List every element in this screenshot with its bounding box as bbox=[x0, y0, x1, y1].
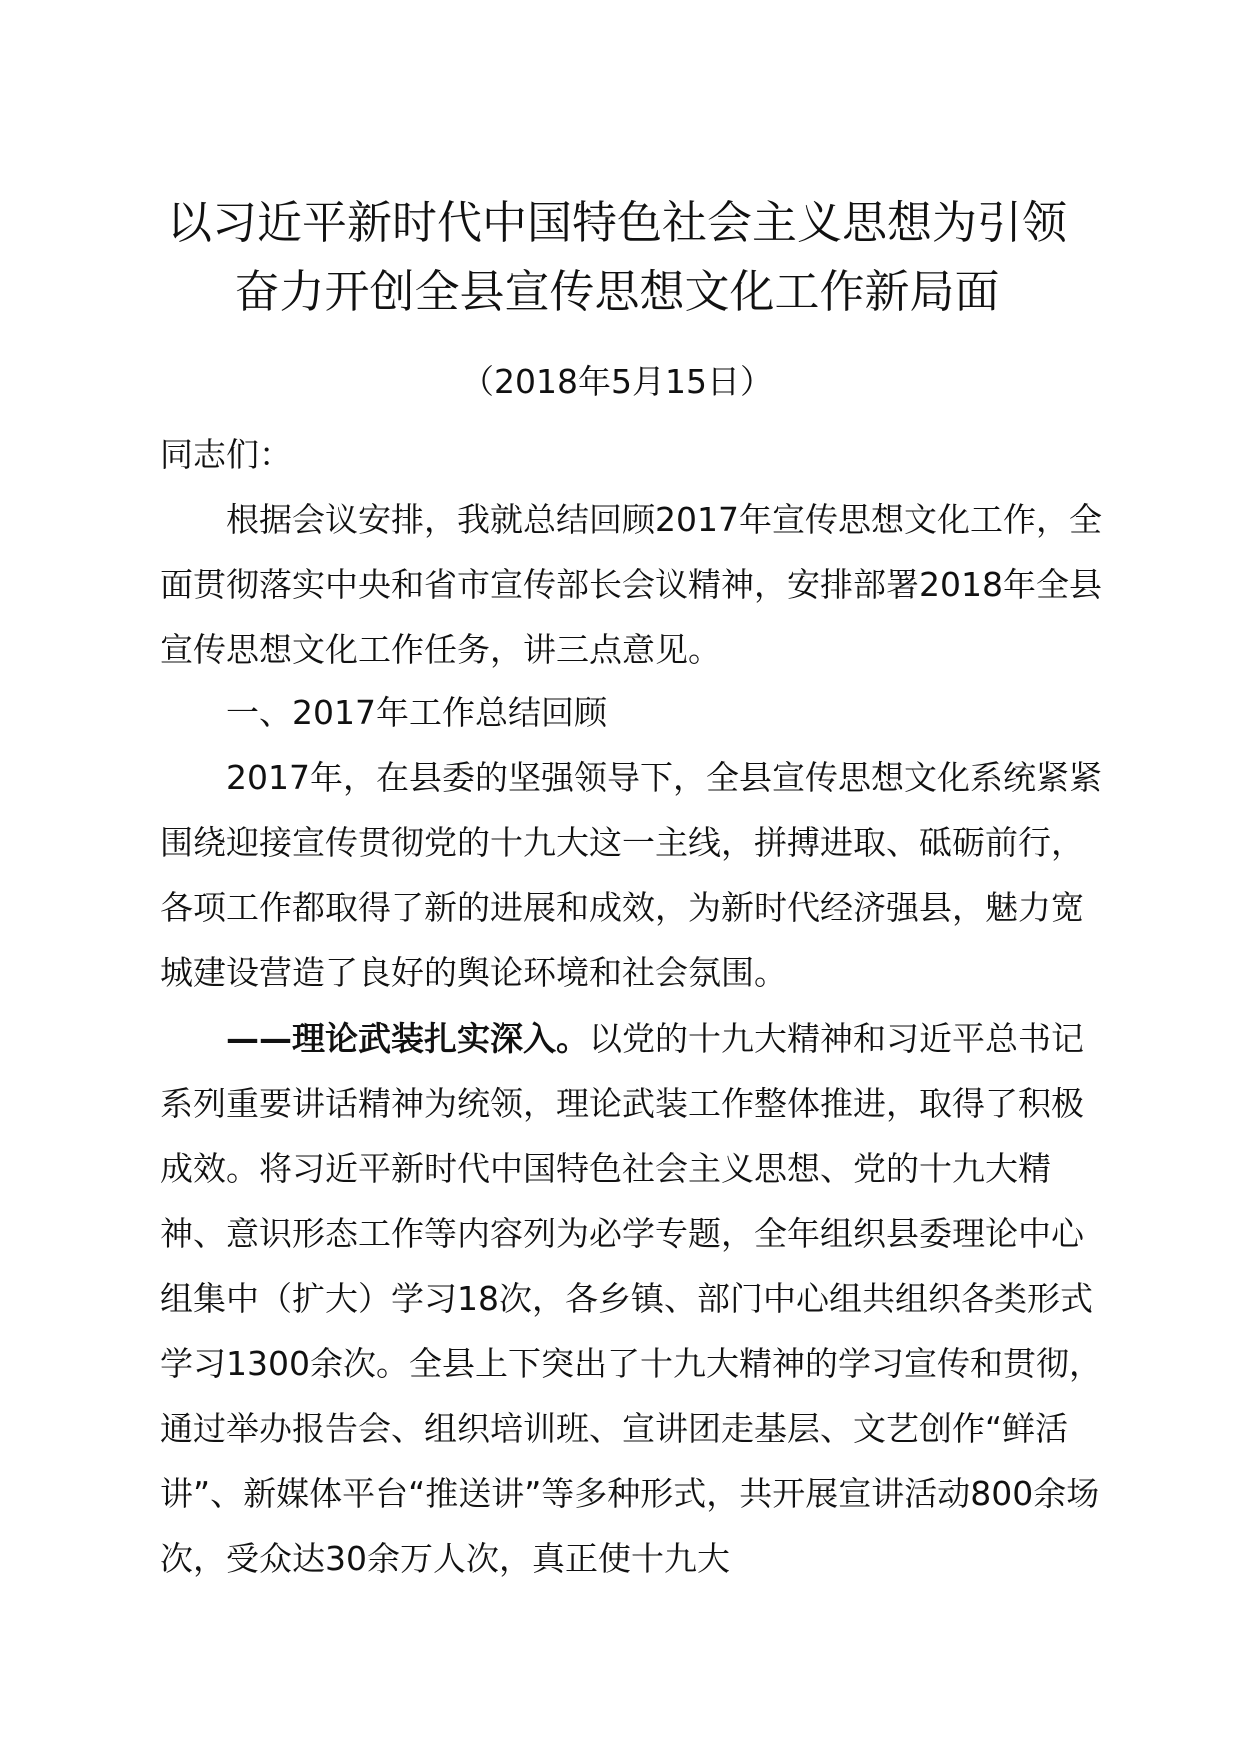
salutation: 同志们： bbox=[160, 435, 292, 474]
document-title-line1: 以习近平新时代中国特色社会主义思想为引领 bbox=[166, 196, 1067, 249]
paragraph-theory bbox=[160, 1006, 1105, 1591]
paragraph-theory-lead: ——理论武装扎实深入。 bbox=[226, 1019, 589, 1058]
paragraph-summary: 2017年，在县委的坚强领导下，全县宣传思想文化系统紧紧围绕迎接宣传贯彻党的十九大这一主线，拼搏进取、砥砺前行，各项工作都取得了新的进展和成效，为新时代经济强县，魅力宽城建设营造了良好的舆论环境和社会氛围。 bbox=[160, 758, 1102, 992]
paragraph-theory-body: 以党的十九大精神和习近平总书记系列重要讲话精神为统领，理论武装工作整体推进，取得了积极成效。将习近平新时代中国特色社会主义思想、党的十九大精神、意识形态工作等内容列为必学专题，全年组织县委理论中心组集中（扩大）学习18次，各乡镇、部门中心组共组织各类形式学习1300余次。全县上下突出了十九大精神的学习宣传和贯彻，通过举办报告会、组织培训班、宣讲团走基层、文艺创作“鲜活讲”、新媒体平台“推送讲”等多种形式，共开展宣讲活动800余场次，受众达30余万人次，真正使十九大 bbox=[160, 1019, 1102, 1578]
paragraph-intro: 根据会议安排，我就总结回顾2017年宣传思想文化工作，全面贯彻落实中央和省市宣传部长会议精神，安排部署2018年全县宣传思想文化工作任务，讲三点意见。 bbox=[160, 500, 1102, 669]
section-heading-1: 一、2017年工作总结回顾 bbox=[226, 693, 607, 732]
document-title-line2: 奋力开创全县宣传思想文化工作新局面 bbox=[234, 265, 1000, 318]
document-date: （2018年5月15日） bbox=[461, 362, 773, 401]
